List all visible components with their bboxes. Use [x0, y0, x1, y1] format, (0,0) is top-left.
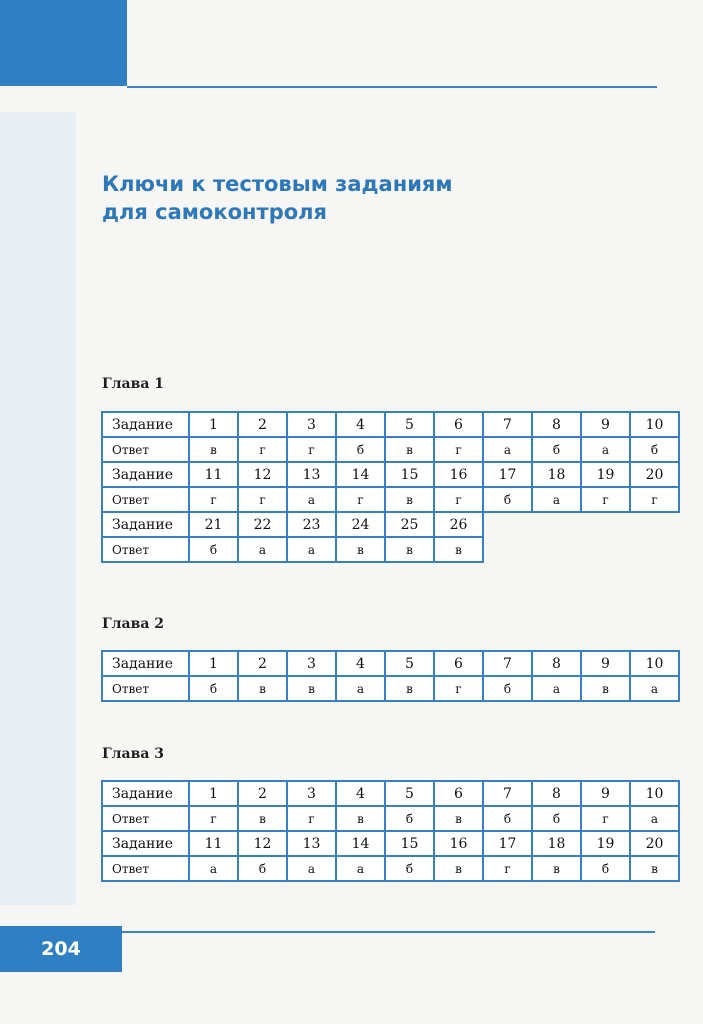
side-band — [0, 112, 76, 905]
answer-cell: в — [287, 676, 336, 701]
answer-cell: а — [189, 856, 238, 881]
chapter-2-answer-table — [101, 650, 680, 702]
page-number: 204 — [0, 926, 122, 972]
task-number-cell: 19 — [581, 462, 630, 487]
answer-cell: в — [385, 537, 434, 562]
answer-cell: г — [630, 487, 679, 512]
table-row — [102, 537, 679, 562]
task-number-cell: 20 — [630, 831, 679, 856]
task-number-cell: 18 — [532, 462, 581, 487]
answer-cell: а — [238, 537, 287, 562]
answer-cell: а — [532, 676, 581, 701]
answer-cell: в — [581, 676, 630, 701]
answer-cell: г — [434, 676, 483, 701]
row-label: Задание — [102, 412, 189, 437]
task-number-cell: 5 — [385, 651, 434, 676]
table-row — [102, 676, 679, 701]
chapter-1-answer-table — [101, 411, 680, 563]
answer-cell: в — [336, 537, 385, 562]
task-number-cell: 6 — [434, 651, 483, 676]
chapter-1-heading: Глава 1 — [102, 376, 165, 392]
table-row — [102, 781, 679, 806]
answer-cell: б — [385, 856, 434, 881]
answer-cell: б — [581, 856, 630, 881]
answer-cell: б — [189, 676, 238, 701]
answer-cell: а — [630, 676, 679, 701]
task-number-cell: 13 — [287, 462, 336, 487]
row-label: Ответ — [102, 487, 189, 512]
answer-cell: в — [385, 487, 434, 512]
task-number-cell: 7 — [483, 651, 532, 676]
answer-cell: в — [434, 806, 483, 831]
task-number-cell: 2 — [238, 412, 287, 437]
task-number-cell: 7 — [483, 781, 532, 806]
answer-cell: г — [238, 437, 287, 462]
task-number-cell: 18 — [532, 831, 581, 856]
answer-cell: б — [238, 856, 287, 881]
answer-cell: б — [630, 437, 679, 462]
task-number-cell: 14 — [336, 831, 385, 856]
task-number-cell: 16 — [434, 831, 483, 856]
answer-cell: в — [434, 856, 483, 881]
chapter-3-heading: Глава 3 — [102, 746, 165, 762]
task-number-cell: 15 — [385, 831, 434, 856]
empty-cell — [483, 512, 679, 537]
task-number-cell: 20 — [630, 462, 679, 487]
task-number-cell: 11 — [189, 831, 238, 856]
answer-cell: г — [581, 487, 630, 512]
task-number-cell: 14 — [336, 462, 385, 487]
task-number-cell: 8 — [532, 781, 581, 806]
chapter-3-answer-table — [101, 780, 680, 882]
answer-cell: г — [287, 806, 336, 831]
row-label: Задание — [102, 462, 189, 487]
task-number-cell: 10 — [630, 651, 679, 676]
answer-cell: г — [287, 437, 336, 462]
task-number-cell: 3 — [287, 781, 336, 806]
answer-cell: а — [287, 537, 336, 562]
table-row — [102, 856, 679, 881]
row-label: Задание — [102, 651, 189, 676]
answer-cell: а — [581, 437, 630, 462]
table-row — [102, 651, 679, 676]
task-number-cell: 11 — [189, 462, 238, 487]
task-number-cell: 16 — [434, 462, 483, 487]
task-number-cell: 17 — [483, 462, 532, 487]
task-number-cell: 3 — [287, 412, 336, 437]
task-number-cell: 2 — [238, 781, 287, 806]
answer-cell: г — [189, 487, 238, 512]
row-label: Задание — [102, 512, 189, 537]
task-number-cell: 5 — [385, 781, 434, 806]
table-row — [102, 487, 679, 512]
table-row — [102, 831, 679, 856]
task-number-cell: 4 — [336, 412, 385, 437]
task-number-cell: 1 — [189, 651, 238, 676]
answer-cell: г — [434, 437, 483, 462]
task-number-cell: 12 — [238, 831, 287, 856]
task-number-cell: 1 — [189, 412, 238, 437]
task-number-cell: 10 — [630, 412, 679, 437]
answer-cell: г — [336, 487, 385, 512]
task-number-cell: 7 — [483, 412, 532, 437]
task-number-cell: 9 — [581, 651, 630, 676]
answer-cell: б — [532, 437, 581, 462]
answer-cell: в — [385, 676, 434, 701]
task-number-cell: 4 — [336, 781, 385, 806]
answer-cell: г — [483, 856, 532, 881]
answer-cell: а — [532, 487, 581, 512]
page-title-line-1: Ключи к тестовым заданиям — [102, 172, 453, 196]
task-number-cell: 13 — [287, 831, 336, 856]
answer-cell: а — [336, 856, 385, 881]
empty-cell — [483, 537, 679, 562]
row-label: Ответ — [102, 437, 189, 462]
task-number-cell: 21 — [189, 512, 238, 537]
answer-cell: в — [336, 806, 385, 831]
task-number-cell: 12 — [238, 462, 287, 487]
answer-cell: в — [434, 537, 483, 562]
task-number-cell: 26 — [434, 512, 483, 537]
table-row — [102, 806, 679, 831]
page-title — [102, 170, 453, 226]
task-number-cell: 10 — [630, 781, 679, 806]
task-number-cell: 6 — [434, 781, 483, 806]
answer-cell: в — [630, 856, 679, 881]
answer-cell: б — [532, 806, 581, 831]
row-label: Ответ — [102, 856, 189, 881]
answer-cell: в — [532, 856, 581, 881]
table-row — [102, 462, 679, 487]
row-label: Ответ — [102, 806, 189, 831]
task-number-cell: 4 — [336, 651, 385, 676]
answer-cell: а — [630, 806, 679, 831]
row-label: Задание — [102, 781, 189, 806]
chapter-2-heading: Глава 2 — [102, 616, 165, 632]
answer-cell: б — [483, 806, 532, 831]
task-number-cell: 23 — [287, 512, 336, 537]
answer-cell: в — [238, 676, 287, 701]
answer-cell: в — [238, 806, 287, 831]
table-row — [102, 437, 679, 462]
answer-cell: а — [336, 676, 385, 701]
task-number-cell: 9 — [581, 412, 630, 437]
task-number-cell: 17 — [483, 831, 532, 856]
task-number-cell: 25 — [385, 512, 434, 537]
answer-cell: б — [483, 487, 532, 512]
answer-cell: г — [434, 487, 483, 512]
answer-cell: б — [189, 537, 238, 562]
row-label: Задание — [102, 831, 189, 856]
header-rule — [127, 86, 657, 88]
answer-cell: а — [483, 437, 532, 462]
task-number-cell: 15 — [385, 462, 434, 487]
task-number-cell: 3 — [287, 651, 336, 676]
row-label: Ответ — [102, 676, 189, 701]
task-number-cell: 6 — [434, 412, 483, 437]
task-number-cell: 2 — [238, 651, 287, 676]
answer-cell: б — [336, 437, 385, 462]
answer-cell: б — [483, 676, 532, 701]
task-number-cell: 5 — [385, 412, 434, 437]
answer-cell: б — [385, 806, 434, 831]
answer-cell: г — [189, 806, 238, 831]
footer-rule — [122, 931, 655, 933]
answer-cell: а — [287, 487, 336, 512]
row-label: Ответ — [102, 537, 189, 562]
answer-cell: г — [238, 487, 287, 512]
answer-cell: а — [287, 856, 336, 881]
task-number-cell: 19 — [581, 831, 630, 856]
page-title-line-2: для самоконтроля — [102, 200, 328, 224]
table-row — [102, 412, 679, 437]
answer-cell: в — [385, 437, 434, 462]
task-number-cell: 8 — [532, 651, 581, 676]
task-number-cell: 9 — [581, 781, 630, 806]
task-number-cell: 1 — [189, 781, 238, 806]
task-number-cell: 8 — [532, 412, 581, 437]
answer-cell: в — [189, 437, 238, 462]
header-color-block — [0, 0, 127, 86]
answer-cell: г — [581, 806, 630, 831]
task-number-cell: 24 — [336, 512, 385, 537]
table-row — [102, 512, 679, 537]
task-number-cell: 22 — [238, 512, 287, 537]
